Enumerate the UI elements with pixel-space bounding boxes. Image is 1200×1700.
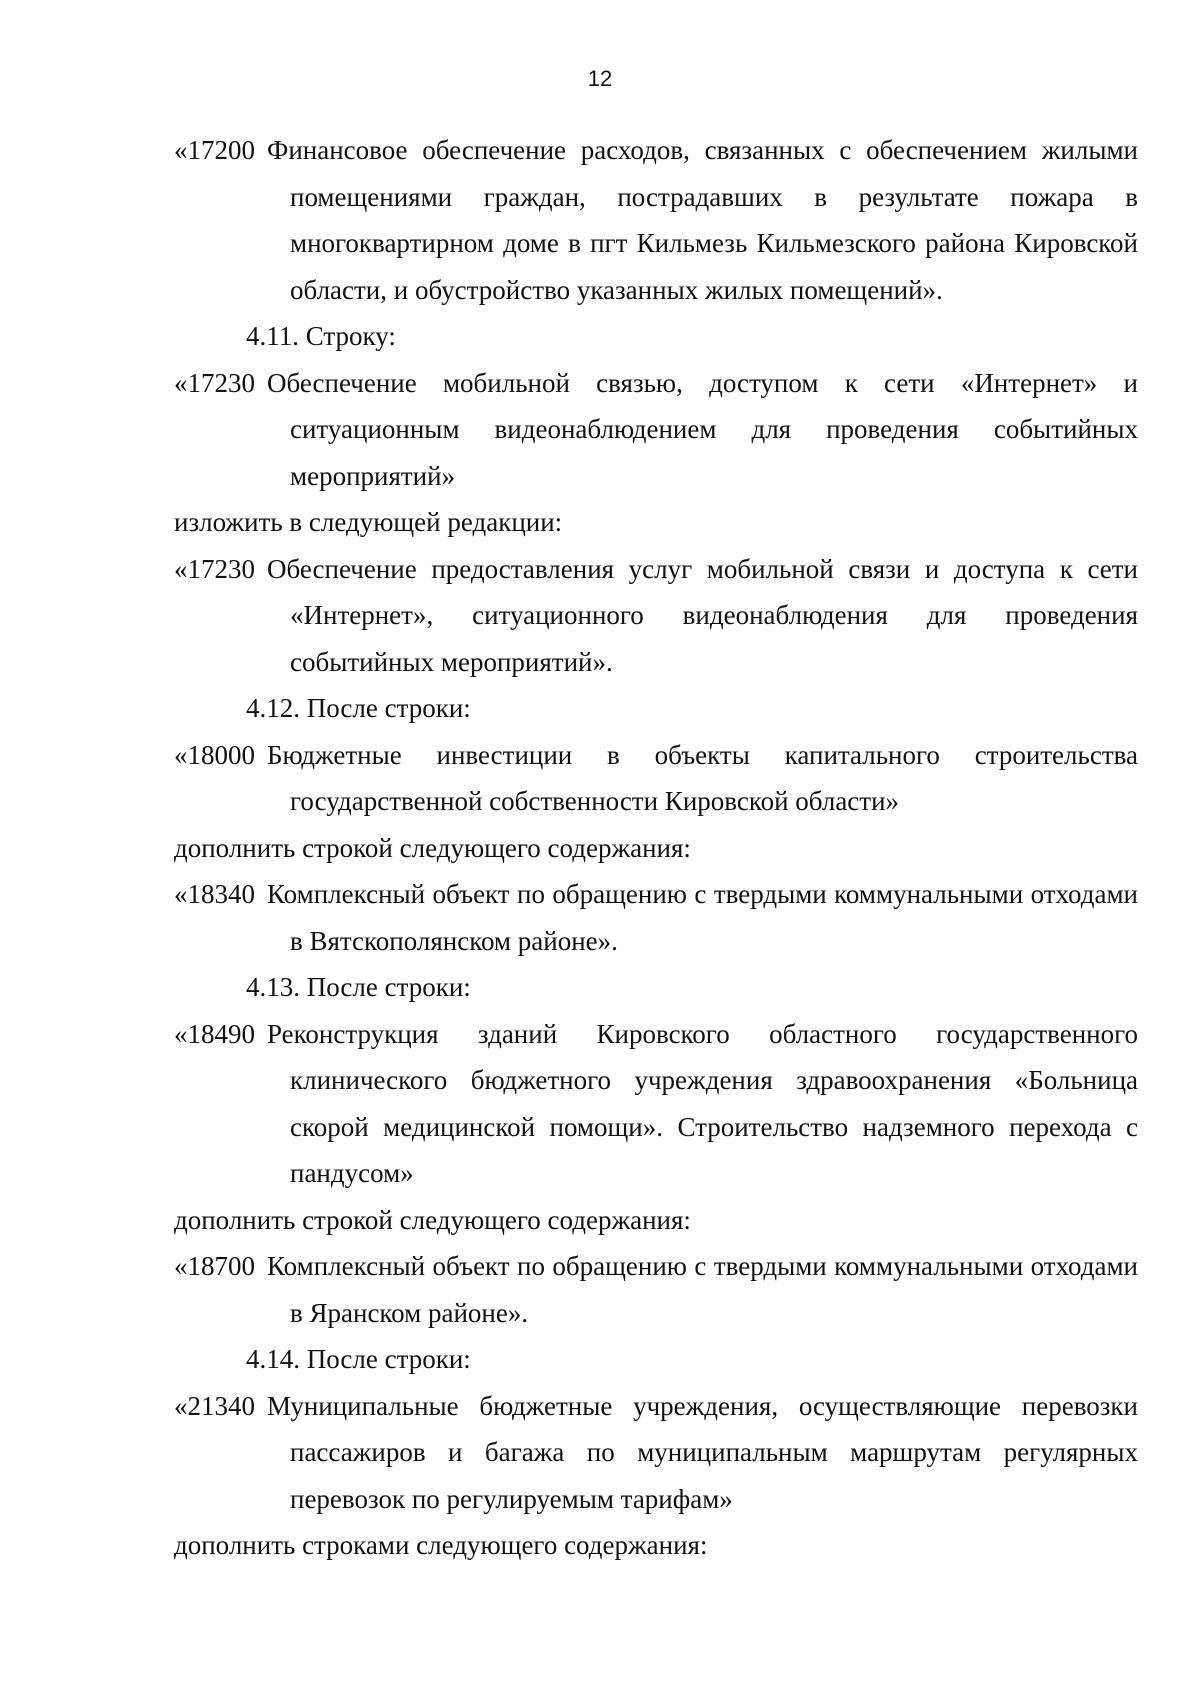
page-number: 12 <box>587 66 613 91</box>
section-subheading: 4.12. После строки: <box>246 693 471 723</box>
section-subheading: 4.13. После строки: <box>246 972 471 1002</box>
entry-text: Муниципальные бюджетные учреждения, осуществляющие перевозки пассажиров и багажа по муниципальным маршрутам регулярных перевозок по регулируемым тарифам» <box>267 1390 1138 1514</box>
instruction-text: изложить в следующей редакции: <box>174 507 563 537</box>
instruction-text: дополнить строкой следующего содержания: <box>174 1204 691 1235</box>
entry-code: «18340 <box>174 879 255 909</box>
entry-text: Обеспечение мобильной связью, доступом к сети «Интернет» и ситуационным видеонаблюдением для проведения событийных мероприятий» <box>267 367 1138 491</box>
entry-code: «18000 <box>174 739 255 770</box>
budget-line-entry <box>174 1243 1138 1336</box>
entry-text: Обеспечение предоставления услуг мобильной связи и доступа к сети «Интернет», ситуационного видеонаблюдения для проведения событийных мероприятий». <box>267 553 1138 677</box>
entry-text: Финансовое обеспечение расходов, связанных с обеспечением жилыми помещениями граждан, пострадавших в результате пожара в многоквартирном доме в пгт Кильмезь Кильмезского района Кировской области, и обустройство указанных жилых помещений». <box>267 135 1138 305</box>
entry-code: «21340 <box>174 1390 255 1421</box>
entry-code: «17230 <box>174 553 255 584</box>
budget-line-entry <box>174 732 1138 825</box>
budget-line-entry <box>174 360 1138 500</box>
instruction-text: дополнить строками следующего содержания: <box>174 1530 708 1560</box>
budget-line-entry <box>174 1011 1138 1197</box>
budget-line-entry <box>174 127 1138 313</box>
section-subheading: 4.14. После строки: <box>246 1344 471 1374</box>
entry-code: «17230 <box>174 367 255 398</box>
entry-code: «18490 <box>174 1018 255 1049</box>
entry-text: Комплексный объект по обращению с твердыми коммунальными отходами в Вятскополянском районе». <box>267 879 1138 956</box>
budget-line-entry <box>174 871 1138 964</box>
budget-line-entry <box>174 1383 1138 1523</box>
entry-code: «17200 <box>174 135 255 165</box>
section-subheading: 4.11. Строку: <box>246 321 396 351</box>
document-body <box>174 127 1138 1569</box>
entry-text: Бюджетные инвестиции в объекты капитального строительства государственной собственности Кировской области» <box>267 739 1138 816</box>
entry-text: Комплексный объект по обращению с твердыми коммунальными отходами в Яранском районе». <box>267 1251 1138 1328</box>
entry-code: «18700 <box>174 1251 255 1281</box>
instruction-text: дополнить строкой следующего содержания: <box>174 832 691 863</box>
budget-line-entry <box>174 546 1138 686</box>
entry-text: Реконструкция зданий Кировского областного государственного клинического бюджетного учреждения здравоохранения «Больница скорой медицинской помощи». Строительство надземного перехода с пандусом» <box>267 1018 1138 1188</box>
